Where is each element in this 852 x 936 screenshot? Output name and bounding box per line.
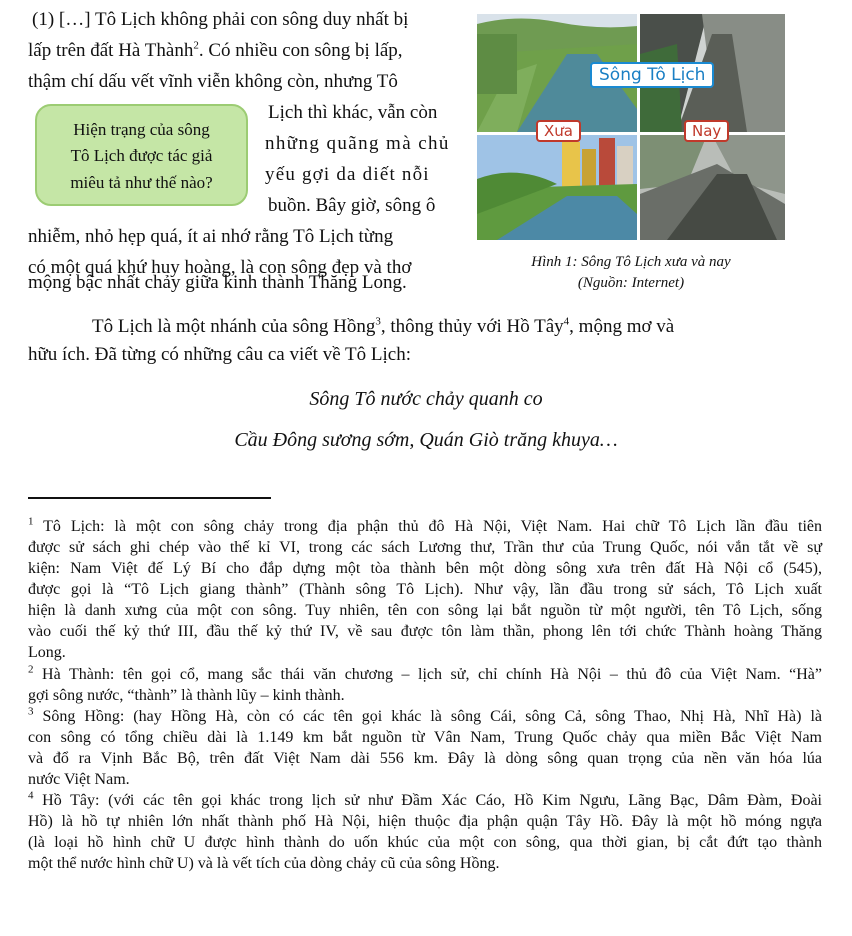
poem-line: Cầu Đông sương sớm, Quán Giò trăng khuya… (234, 429, 618, 451)
text-span: , mộng mơ và (569, 316, 675, 337)
text-line (28, 40, 403, 62)
footnote-line: Hồ) là hồ tự nhiên lớn nhất thành phố Hà Nội, hiện thuộc địa phận quận Tây Hồ. Đây là một hồ móng ngựa (28, 813, 822, 830)
figure-source: (Nguồn: Internet) (577, 275, 685, 291)
footnote-ref[interactable]: 3 (375, 315, 381, 328)
footnote-line: nước Việt Nam. (28, 771, 130, 788)
now-label: Nay (684, 120, 729, 142)
footnote-line: được sử sách ghi chép vào thế kỉ VI, trong các sách Lương thư, Trần thư của Trung Quốc, nói vắn tắt về sự (28, 539, 822, 556)
footnote-line: con sông có tổng chiều dài là 1.149 km bắt nguồn từ Vân Nam, Trung Quốc chảy qua miền Bắc Việt Nam (28, 729, 822, 746)
text-span: Hồ Tây: (với các tên gọi khác trong lịch sử như Đầm Xác Cáo, Hồ Kim Ngưu, Lãng Bạc, Dâm Đàm, Đoài (33, 792, 822, 809)
text-span: lấp trên đất Hà Thành (28, 40, 194, 61)
text-span: , thông thủy với Hồ Tây (380, 316, 564, 337)
text-line: yếu gợi da diết nỗi (265, 164, 430, 185)
footnote-line: và đổ ra Vịnh Bắc Bộ, trên đất Việt Nam dài 556 km. Đây là dòng sông quan trọng của nền văn hóa lúa (28, 750, 822, 767)
text-line: mộng bậc nhất chảy giữa kinh thành Thăng Long. (28, 272, 407, 293)
footnote-line: gợi sông nước, “thành” là thành lũy – kinh thành. (28, 687, 345, 704)
text-line: nhiễm, nhỏ hẹp quá, ít ai nhớ rằng Tô Lịch từng (28, 226, 394, 247)
footnote-line: vào cuối thế kỷ thứ III, đầu thế kỷ thứ IV, về sau được tôn làm thần, phong lên tới chức Thành hoàng Thăng (28, 623, 822, 640)
footnote-number: 3 (28, 705, 34, 718)
footnote-line: Long. (28, 644, 66, 661)
footnote-1 (28, 516, 822, 663)
footnote-line (28, 516, 822, 537)
footnote-line: kiện: Nam Việt đế Lý Bí cho đắp dựng một tòa thành bên một dòng sông xưa trên đất Hà Nội cổ (545), (28, 560, 822, 577)
callout-line: miêu tả như thế nào? (70, 173, 213, 192)
text-line: thậm chí dấu vết vĩnh viễn không còn, nhưng Tô (28, 71, 398, 92)
footnote-ref[interactable]: 2 (193, 39, 199, 52)
text-span: Tô Lịch: là một con sông chảy trong địa phận thủ đô Hà Nội, Việt Nam. Hai chữ Tô Lịch lần đầu tiên (33, 518, 822, 535)
text-line: hữu ích. Đã từng có những câu ca viết về Tô Lịch: (28, 344, 411, 365)
footnote-divider (28, 497, 271, 499)
footnote-2 (28, 664, 822, 706)
text-line: Lịch thì khác, vẫn còn (268, 102, 438, 123)
footnote-line: (là loại hồ hình chữ U được hình thành do uốn khúc của một con sông, qua thời gian, bị cắt đứt tạo thành (28, 834, 822, 851)
past-label: Xưa (536, 120, 581, 142)
footnote-3 (28, 706, 822, 790)
text-line (92, 316, 674, 338)
text-span: Sông Hồng: (hay Hồng Hà, còn có các tên gọi khác là sông Cái, sông Cả, sông Thao, Nhị Hà, Nhĩ Hà) là (33, 708, 822, 725)
text-line: buồn. Bây giờ, sông ô (268, 195, 436, 216)
footnote-line (28, 664, 822, 685)
footnote-line: một thể nước hình chữ U) và là vết tích của dòng chảy cũ của sông Hồng. (28, 855, 500, 872)
footnote-number: 1 (28, 515, 34, 528)
footnote-ref[interactable]: 4 (563, 315, 570, 328)
callout-line: Tô Lịch được tác giả (70, 146, 213, 165)
figure-caption: Hình 1: Sông Tô Lịch xưa và nay (531, 254, 731, 270)
footnote-4 (28, 790, 822, 874)
poem-line: Sông Tô nước chảy quanh co (309, 388, 543, 410)
text-span: Hà Thành: tên gọi cổ, mang sắc thái văn chương – lịch sử, chỉ chính Hà Nội – thủ đô của Việt Nam. “Hà” (33, 666, 822, 683)
text-line: những quãng mà chủ (265, 133, 450, 154)
footnote-number: 4 (28, 789, 34, 802)
footnote-line: hiện là danh xưng của một con sông. Tuy nhiên, tên con sông lại bắt nguồn từ một người, tên Tô Lịch, sống (28, 602, 822, 619)
text-span: Tô Lịch là một nhánh của sông Hồng (92, 316, 376, 337)
text-span: . Có nhiều con sông bị lấp, (198, 40, 403, 61)
figure-title-label: Sông Tô Lịch (590, 62, 714, 88)
footnote-line (28, 706, 822, 727)
river-photo-collage (477, 14, 785, 240)
text-line: có một quá khứ huy hoàng, là con sông đẹp và thơ (28, 257, 412, 278)
question-callout (35, 104, 248, 206)
footnote-number: 2 (28, 663, 34, 676)
collage-image (477, 14, 785, 240)
footnote-line: được gọi là “Tô Lịch giang thành” (Thành sông Tô Lịch). Như vậy, lần đầu trong sử sách, Tô Lịch xuất (28, 581, 822, 598)
footnote-line (28, 790, 822, 811)
text-line: (1) […] Tô Lịch không phải con sông duy nhất bị (32, 9, 409, 30)
callout-line: Hiện trạng của sông (73, 120, 210, 139)
